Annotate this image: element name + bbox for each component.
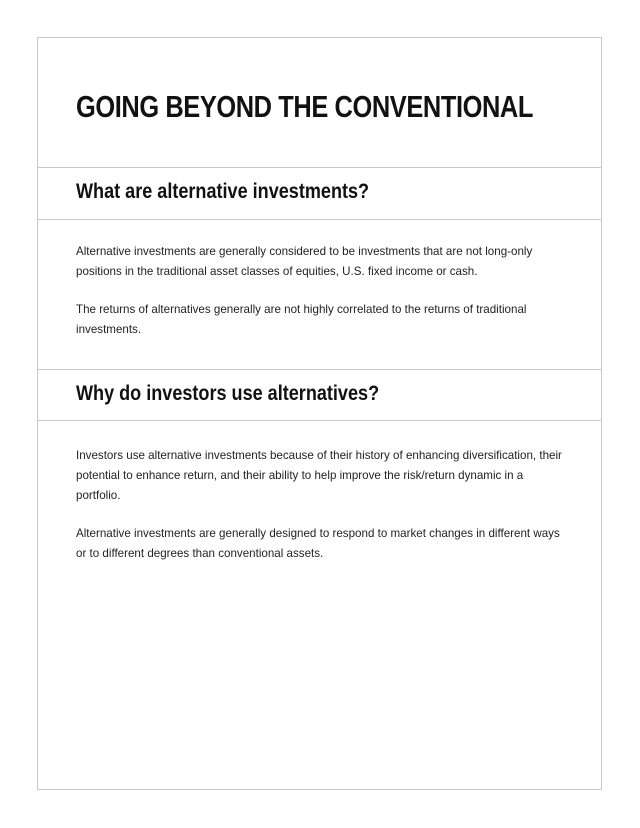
section-body-why <box>76 446 566 582</box>
section-heading-what <box>38 168 601 220</box>
paragraph: Alternative investments are generally designed to respond to market changes in different ways or to different degrees than conventional assets. <box>76 527 560 560</box>
section-heading-why <box>38 369 601 421</box>
title-block <box>38 38 601 168</box>
page-title: GOING BEYOND THE CONVENTIONAL <box>76 89 533 124</box>
paragraph: Alternative investments are generally considered to be investments that are not long-only positions in the traditional asset classes of equities, U.S. fixed income or cash. <box>76 245 533 278</box>
document-card <box>37 37 602 790</box>
section-heading-text: Why do investors use alternatives? <box>76 382 380 405</box>
paragraph: Investors use alternative investments because of their history of enhancing diversification, their potential to enhance return, and their ability to help improve the risk/return dynamic in a portfolio. <box>76 449 562 502</box>
section-body-what <box>76 242 566 358</box>
paragraph: The returns of alternatives generally are not highly correlated to the returns of traditional investments. <box>76 303 527 336</box>
section-heading-text: What are alternative investments? <box>76 180 370 203</box>
